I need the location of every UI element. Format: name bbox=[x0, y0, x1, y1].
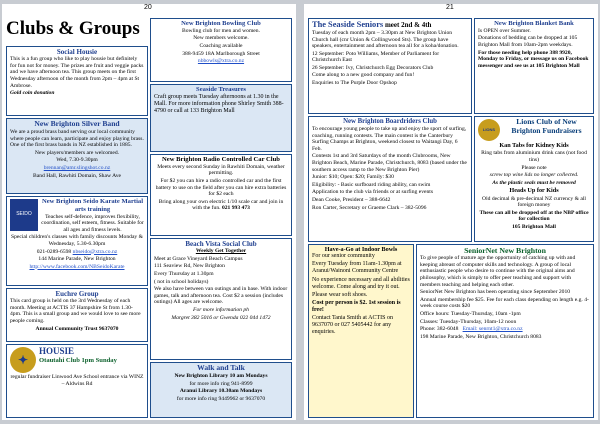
silver-band-email[interactable]: brennan@amr.slingshot.co.nz bbox=[43, 164, 111, 171]
beach-vista-l2: 111 Seaview Rd, New Brighton bbox=[154, 263, 225, 270]
lions-l4: As the plastic seals must be removed bbox=[492, 179, 576, 186]
boardriders-title: New Brighton Boardriders Club bbox=[343, 118, 437, 125]
blanket-bank-l3: For those needing help phone 388 9920, Monday to Friday, or message us on Facebook messenger and see us at 105 Brighton Mall bbox=[478, 49, 589, 69]
rc-l1: Meets every second Sunday in Rawhiti Domain, weather permitting. bbox=[157, 163, 285, 177]
walk-talk-l1: New Brighton Library 10 am Mondays bbox=[174, 372, 268, 379]
karate-phone: 021-0289-6598 bbox=[36, 248, 72, 255]
seniornet-email[interactable]: Email: senrnt1@xtra.co.nz bbox=[462, 326, 523, 333]
treasures-box bbox=[150, 84, 292, 152]
bowling-l3: Coaching available bbox=[199, 42, 243, 49]
beach-vista-box bbox=[150, 238, 292, 360]
seaside-seniors-l4: Enquiries to The Purple Door Opshop bbox=[312, 80, 397, 87]
bowling-box bbox=[150, 18, 292, 82]
lions-l5: Old decimal & pre-decimal NZ currency & all foreign money bbox=[482, 195, 586, 209]
indoor-bowls-l3: No experience necessary and all abilities welcome. Come along and try it out. bbox=[312, 276, 410, 290]
lions-l6: These can all be dropped off at the NBP office for collection bbox=[479, 209, 589, 223]
seniornet-l3: Annual membership fee $25. Fee for each class depending on length e.g. 4-week course costs $20 bbox=[420, 296, 589, 310]
treasures-title: Seaside Treasures bbox=[196, 86, 246, 93]
treasures-body: Craft group meets Tuesday afternoons at 1.30 in the Mall. For more information phone Shirley Smith 388-4790 or call at 133 Brighton Mall bbox=[154, 93, 284, 114]
seniornet-l5: Classes: Tuesday-Thursday, 10am-12 noon bbox=[420, 318, 517, 325]
housie-box bbox=[6, 344, 148, 418]
euchre-box bbox=[6, 288, 148, 342]
boardriders-l2: Contests 1st and 3rd Saturdays of the month Clubrooms, New Brighton Beach, Marine Parade, Christchurch, 8083 (based under the southern access ramp to the New Brighton Pier) bbox=[312, 153, 467, 173]
bowling-l4: 388-9459 18A Marlborough Street bbox=[182, 50, 260, 57]
walk-talk-l4: for more info ring 9449962 or 9637070 bbox=[176, 395, 266, 402]
housie-sub: Otautahi Club 1pm Sunday bbox=[39, 356, 117, 364]
karate-logo: SEIDO bbox=[10, 199, 38, 231]
silver-band-line2: Wed, 7.30-9.30pm bbox=[56, 157, 98, 164]
page-right bbox=[304, 4, 598, 420]
lions-sub2: Heads Up for Kids bbox=[509, 187, 559, 195]
karate-body: Teaches self-defence, improves flexibility, coordination, self esteem, fitness. Suitable for all ages and fitness levels. bbox=[41, 213, 144, 233]
lions-title: Lions Club of New Brighton Fundraisers bbox=[511, 117, 582, 135]
indoor-bowls-l5: Cost per person is $2. 1st session is free! bbox=[312, 299, 401, 313]
silver-band-title: New Brighton Silver Band bbox=[34, 119, 120, 128]
boardriders-l6: Dean Cooke, President – 388-6642 bbox=[312, 196, 391, 203]
rc-l2: For $2 you can hire a radio controlled car and the first battery to use on the field after you can hire extra batteries for $2 each bbox=[155, 177, 287, 198]
walk-talk-l2: for more info ring 941-8999 bbox=[189, 380, 253, 387]
bowling-email[interactable]: nbbowls@xtra.co.nz bbox=[197, 58, 245, 65]
housie-logo: ✦ bbox=[10, 347, 36, 373]
seniornet-box bbox=[416, 244, 594, 418]
seaside-seniors-l1: 12 September: Poto Williams, Member of Parliament for Christchurch East bbox=[312, 50, 440, 64]
karate-facebook-link[interactable]: http://www.facebook.com/NBSeidoKarate bbox=[29, 263, 125, 270]
boardriders-l5: Application to the club via friends or at surfing events bbox=[312, 189, 434, 196]
silver-band-box bbox=[6, 118, 148, 194]
walk-talk-l3: Aranui Library 10.30am Mondays bbox=[179, 388, 263, 395]
euchre-title: Euchre Group bbox=[55, 290, 99, 298]
walk-talk-title: Walk and Talk bbox=[197, 363, 245, 372]
euchre-body: This card group is held on the 3rd Wednesday of each month. Meeting at ACTIS 37 Hampshire St from 1.30-4pm. This is a small group and we would love to see more people coming. bbox=[10, 298, 141, 325]
beach-vista-l3: Every Thursday at 1.30pm bbox=[154, 271, 214, 278]
bowling-l1: Bowling club for men and women. bbox=[182, 27, 260, 34]
seaside-seniors-l3: Come along to a new good company and fun! bbox=[312, 72, 415, 79]
seaside-seniors-box bbox=[308, 18, 472, 114]
boardriders-l3: Junior: $10; Open: $20; Family: $30 bbox=[312, 174, 394, 181]
karate-address: 144 Marine Parade, New Brighton bbox=[38, 256, 116, 263]
beach-vista-l7: Margret 382 5016 or Gwenda 022 044 1472 bbox=[171, 314, 271, 321]
beach-vista-l5: We also have between van outings and in base. With indoor games, talk and afternoon tea. Cost $2 a session (includes outings) All ages are welcome. bbox=[154, 286, 288, 306]
karate-classes: Special children's classes with family discounts Monday & Wednesday, 5.30-6.30pm bbox=[11, 234, 143, 247]
seniornet-l1: To give people of mature age the opportunity of catching up with and keeping abreast of computer skills and technology. A group of local enthusiastic people who desire to continue with the original aims and philosophy, which is simply to offer peer teaching and support with members teaching and helping each other. bbox=[420, 255, 576, 288]
seaside-seniors-title: The Seaside Seniors bbox=[312, 20, 384, 29]
silver-band-line1: New players/members are welcomed. bbox=[34, 149, 120, 156]
blanket-bank-box bbox=[474, 18, 594, 114]
seniornet-l4: Office hours: Tuesday-Thursday, 10am -1pm bbox=[420, 310, 521, 317]
lions-l1: Ring tabs from aluminium drink cans (not food tins) bbox=[481, 150, 587, 163]
social-housie-note: Gold coin donation bbox=[10, 90, 55, 97]
boardriders-box bbox=[308, 116, 472, 242]
bowling-title: New Brighton Bowling Club bbox=[181, 20, 261, 27]
walk-talk-box bbox=[150, 362, 292, 418]
boardriders-l7: Ron Carter, Secretary or Graeme Clark – 382-5096 bbox=[312, 204, 427, 211]
indoor-bowls-l4: Please wear soft shoes. bbox=[312, 291, 368, 298]
beach-vista-l6: For more information ph bbox=[193, 307, 249, 313]
lions-sub: Kan Tabs for Kidney Kids bbox=[499, 142, 569, 149]
boardriders-l1: To encourage young people to take up and enjoy the sport of surfing, coaching, running contests. The main contest is the Canterbury Surfing Champs at Brighton, weekend closest to Waitangi Day, 6 Feb. bbox=[312, 126, 467, 152]
page-number: 21 bbox=[446, 4, 454, 11]
beach-vista-subtitle: Weekly Get Together bbox=[195, 248, 247, 255]
silver-band-body: We are a proud brass band serving our local community where people can learn, participate and enjoy playing brass. One of the first brass bands in NZ established in 1885. bbox=[10, 128, 144, 149]
karate-box bbox=[6, 196, 148, 286]
blanket-bank-l2: Donations of bedding can be dropped at 105 Brighton Mall from 10am-2pm weekdays. bbox=[478, 35, 578, 48]
indoor-bowls-l1: For our senior community bbox=[312, 253, 375, 260]
lions-l2: Please note bbox=[521, 164, 547, 171]
seaside-seniors-l2: 26 September: Ivy, Christchurch Egg Decorators Club bbox=[312, 64, 434, 71]
social-housie-box bbox=[6, 46, 148, 116]
indoor-bowls-title: Have-a-Go at Indoor Bowls bbox=[324, 246, 398, 253]
bowling-l2: New members welcome. bbox=[193, 35, 249, 42]
beach-vista-l4: ( not in school holidays) bbox=[154, 278, 209, 285]
blanket-bank-title: New Brighton Blanket Bank bbox=[494, 20, 574, 27]
clubs-heading: Clubs & Groups bbox=[6, 18, 140, 39]
rc-l3: Bring along your own electric 1/10 scale car and join in with the fun. bbox=[158, 198, 284, 212]
seniornet-title: SeniorNet New Brighton bbox=[464, 246, 546, 255]
rc-phone: 021 993 473 bbox=[221, 205, 250, 212]
housie-title: HOUSIE bbox=[39, 346, 75, 356]
lions-l7: 105 Brighton Mall bbox=[512, 223, 556, 230]
karate-title: New Brighton Seido Karate Martial arts training bbox=[41, 198, 144, 213]
indoor-bowls-l6: Contact Tania Smith at ACTIS on 9637070 or 027 5405442 for any enquiries. bbox=[312, 314, 393, 336]
page-number: 20 bbox=[144, 4, 152, 11]
social-housie-body: This is a fun group who like to play housie but definitely for fun not for money. The prizes are fruit and veggie packs and we have afternoon tea. This group meets on the first Wednesday afternoon of the month from 2pm – 4pm at St Ambrose. bbox=[10, 56, 144, 89]
silver-band-line3: Band Hall, Rawhiti Domain, Shaw Ave bbox=[33, 172, 121, 179]
lions-logo: LIONS bbox=[478, 119, 500, 141]
lions-l3: screw top wine lids no longer collected. bbox=[489, 172, 579, 179]
seaside-seniors-body: Tuesday of each month 2pm – 3.30pm at New Brighton Union Church hall (cnr Union & Collingwood Sts). The group have speakers, entertainment and afternoon tea all for a koha/donation. bbox=[312, 29, 459, 50]
housie-body: regular fundraiser Linwood Ave School entrance via WINZ – Aldwins Rd bbox=[10, 374, 144, 387]
boardriders-l4: Eligibility: - Basic surfboard riding ability, can swim bbox=[312, 181, 431, 188]
seniornet-l6: Phone: 382-6048 bbox=[420, 326, 459, 333]
rc-title: New Brighton Radio Controlled Car Club bbox=[162, 156, 280, 163]
rc-box bbox=[150, 154, 292, 236]
lions-box bbox=[474, 116, 594, 242]
indoor-bowls-l2: Every Tuesday from 11am-1.30pm at Aranui/Wainoni Community Centre bbox=[312, 261, 402, 275]
seniornet-l7: 198 Marine Parade, New Brighton, Christchurch 8083 bbox=[420, 333, 542, 340]
seniornet-l2: SeniorNet New Brighton has been operating since September 2010 bbox=[420, 289, 571, 296]
page-left bbox=[2, 4, 296, 420]
beach-vista-title: Beach Vista Social Club bbox=[185, 240, 257, 248]
euchre-sub: Annual Community Trust 9637070 bbox=[35, 325, 119, 332]
social-housie-title: Social Housie bbox=[56, 48, 98, 56]
blanket-bank-l1: Is OPEN over Summer. bbox=[478, 27, 531, 34]
seaside-seniors-meet: meet 2nd & 4th bbox=[384, 21, 432, 29]
indoor-bowls-box bbox=[308, 244, 414, 418]
karate-email[interactable]: nbseido@xtra.co.nz bbox=[72, 248, 118, 255]
beach-vista-l1: Meet at Grace Vineyard Beach Campus bbox=[154, 255, 243, 262]
